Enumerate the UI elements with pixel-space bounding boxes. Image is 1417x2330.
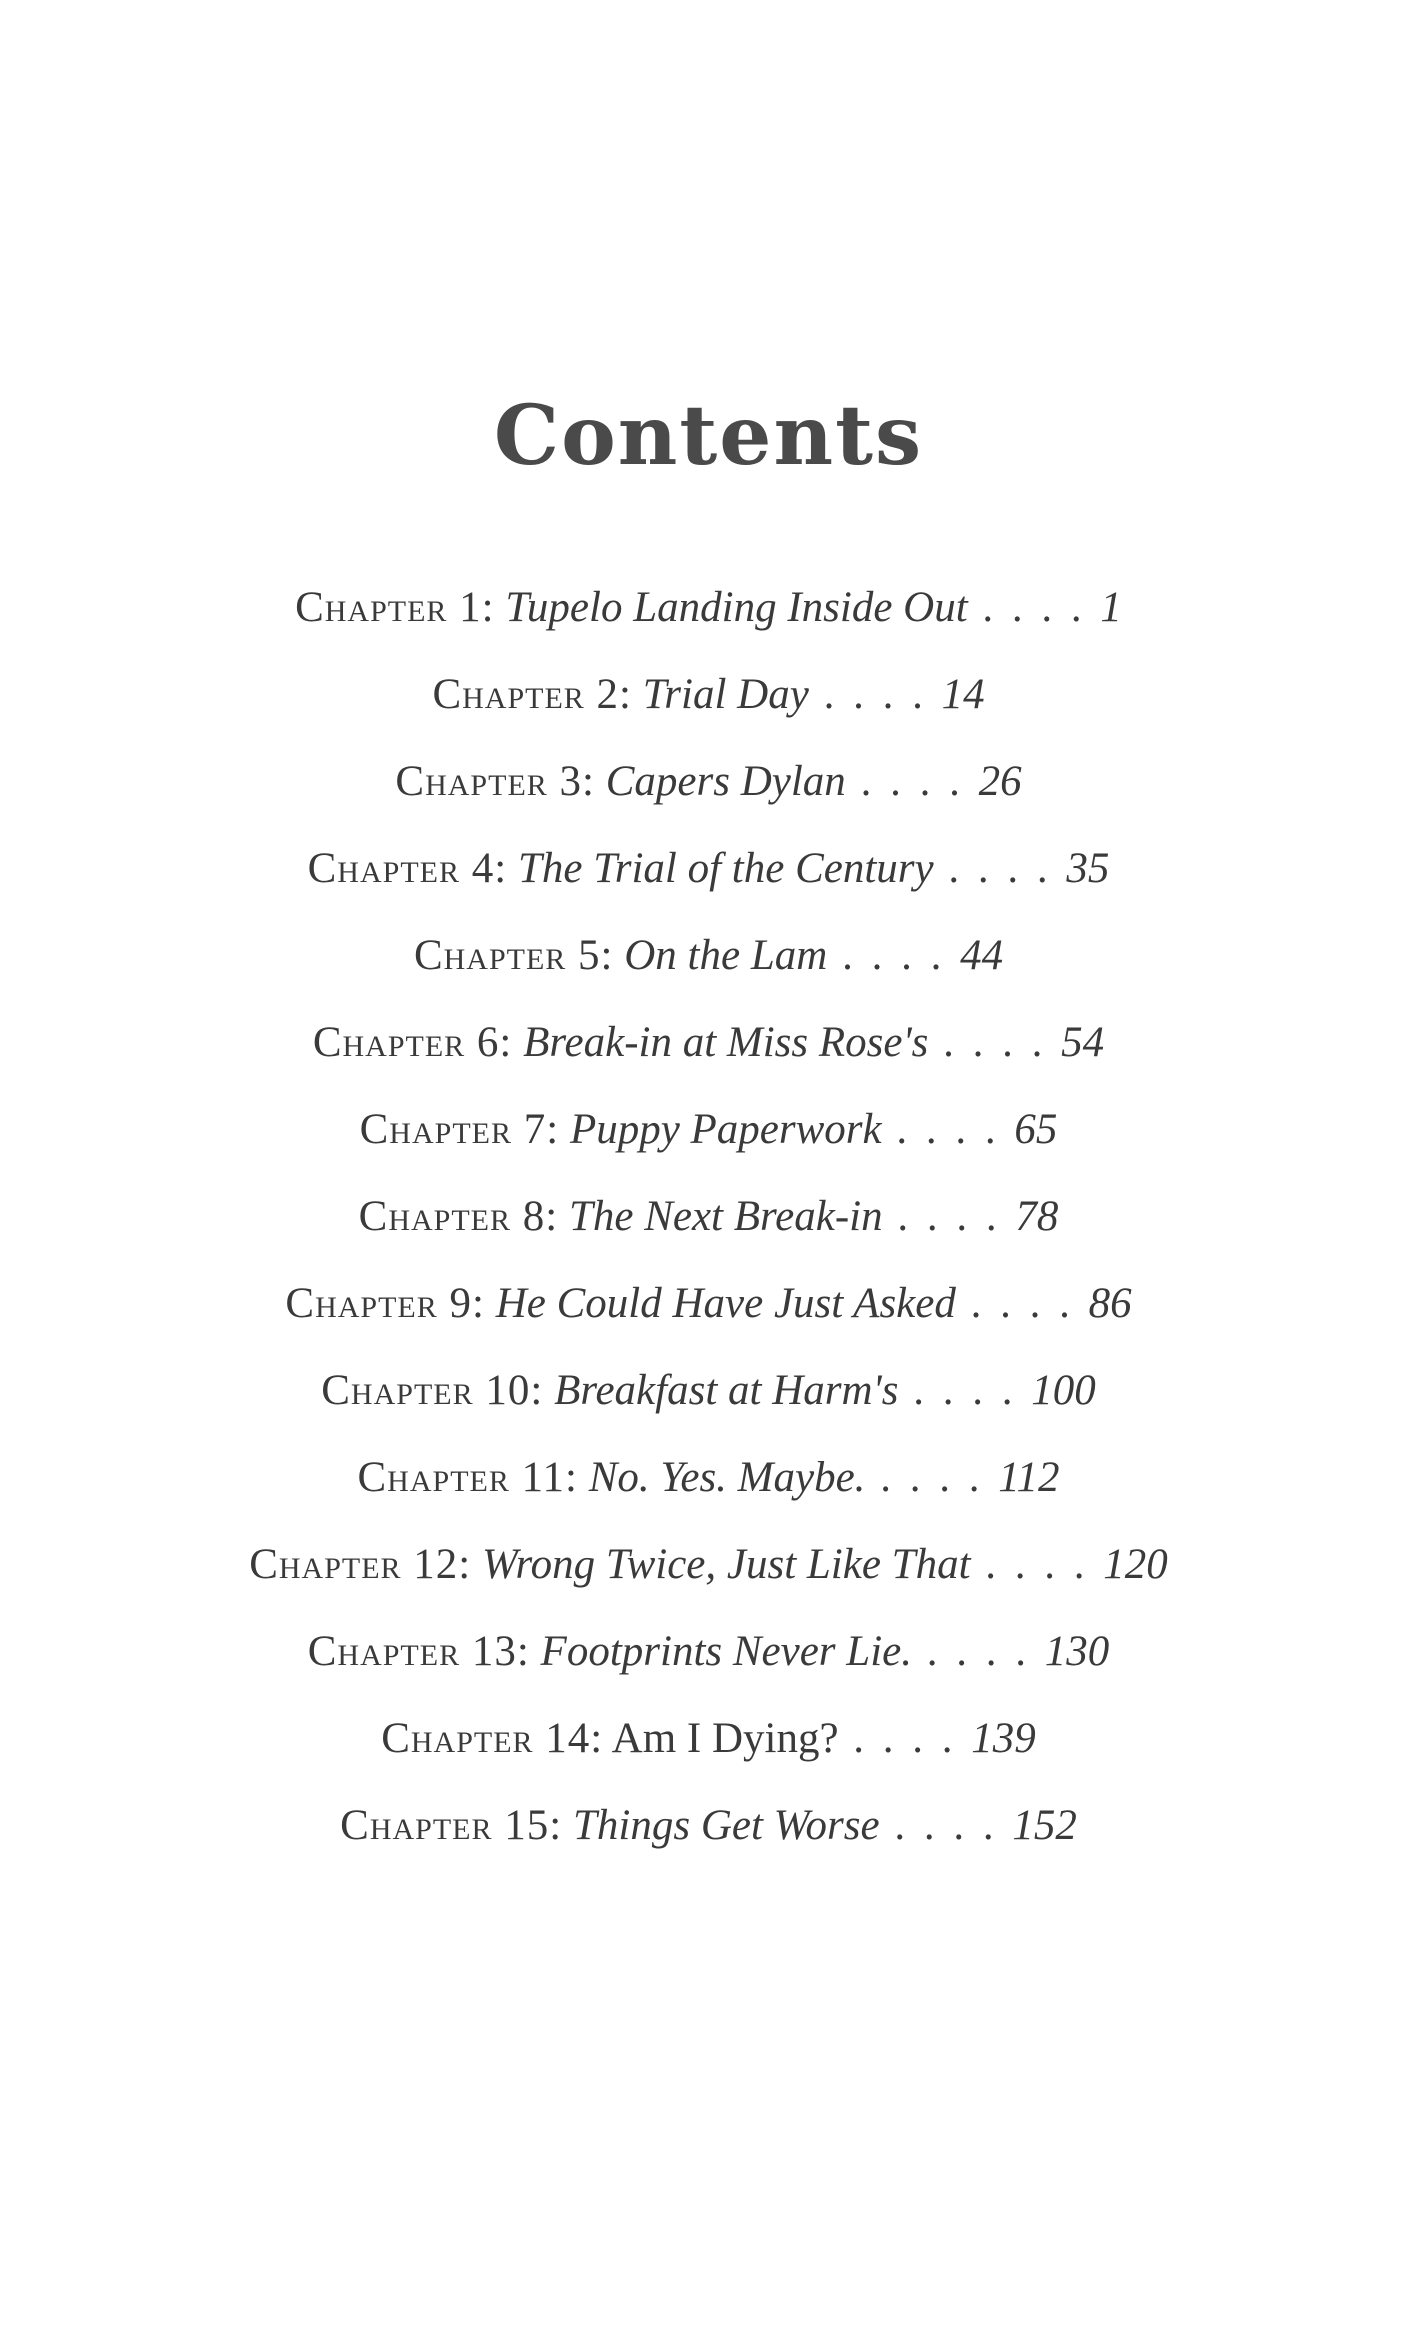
toc-entry xyxy=(0,1622,1417,1709)
page-number: 120 xyxy=(1103,1541,1168,1588)
toc-entry xyxy=(0,1013,1417,1100)
dot-leader: . . . . xyxy=(881,1106,1015,1153)
dot-leader: . . . . xyxy=(955,1280,1089,1327)
toc-entry xyxy=(0,926,1417,1013)
dot-leader: . . . . xyxy=(933,845,1067,892)
chapter-label: Chapter 14: xyxy=(381,1715,604,1762)
chapter-label: Chapter 11: xyxy=(357,1454,578,1501)
chapter-title: Things Get Worse xyxy=(572,1802,880,1849)
dot-leader: . . . . xyxy=(970,1541,1104,1588)
chapter-title: Breakfast at Harm's xyxy=(554,1367,899,1414)
page-number: 44 xyxy=(960,932,1004,979)
dot-leader: . . . . xyxy=(845,758,979,805)
chapter-label: Chapter 2: xyxy=(432,671,632,718)
toc-entry xyxy=(0,1535,1417,1622)
toc-entry xyxy=(0,1709,1417,1796)
toc-entry xyxy=(0,1448,1417,1535)
dot-leader: . . . . xyxy=(865,1454,999,1501)
chapter-title: Break-in at Miss Rose's xyxy=(523,1019,929,1066)
dot-leader: . . . . xyxy=(808,671,942,718)
toc-entry xyxy=(0,1796,1417,1883)
dot-leader: . . . . xyxy=(898,1367,1032,1414)
page-number: 26 xyxy=(978,758,1022,805)
toc-entry xyxy=(0,752,1417,839)
chapter-label: Chapter 8: xyxy=(358,1193,559,1240)
chapter-title: Footprints Never Lie. xyxy=(540,1628,912,1675)
page-number: 1 xyxy=(1100,584,1122,631)
chapter-title: The Trial of the Century xyxy=(517,845,934,892)
toc-entry xyxy=(0,1274,1417,1361)
chapter-title: On the Lam xyxy=(624,932,828,979)
toc-entry xyxy=(0,1187,1417,1274)
page-number: 130 xyxy=(1044,1628,1110,1675)
toc-entry xyxy=(0,665,1417,752)
page-number: 152 xyxy=(1012,1802,1077,1849)
page-number: 14 xyxy=(941,671,985,718)
page-number: 54 xyxy=(1061,1019,1105,1066)
page-number: 139 xyxy=(971,1715,1036,1762)
page-number: 35 xyxy=(1066,845,1110,892)
toc-entry xyxy=(0,1361,1417,1448)
page-number: 112 xyxy=(998,1454,1060,1501)
page-number: 86 xyxy=(1088,1280,1132,1327)
chapter-label: Chapter 7: xyxy=(359,1106,560,1153)
chapter-title: Puppy Paperwork xyxy=(569,1106,882,1153)
chapter-label: Chapter 6: xyxy=(312,1019,513,1066)
page-title: Contents xyxy=(493,388,924,484)
chapter-title: Tupelo Landing Inside Out xyxy=(505,584,968,631)
chapter-label: Chapter 12: xyxy=(249,1541,472,1588)
toc-entry xyxy=(0,578,1417,665)
chapter-label: Chapter 15: xyxy=(340,1802,563,1849)
chapter-title: Am I Dying? xyxy=(611,1715,839,1762)
dot-leader: . . . . xyxy=(882,1193,1016,1240)
chapter-label: Chapter 10: xyxy=(321,1367,544,1414)
dot-leader: . . . . xyxy=(838,1715,972,1762)
chapter-title: Trial Day xyxy=(642,671,809,718)
dot-leader: . . . . xyxy=(967,584,1101,631)
page-number: 65 xyxy=(1014,1106,1058,1153)
chapter-title: Wrong Twice, Just Like That xyxy=(482,1541,971,1588)
chapter-label: Chapter 13: xyxy=(307,1628,530,1675)
dot-leader: . . . . xyxy=(879,1802,1013,1849)
chapter-label: Chapter 3: xyxy=(395,758,595,805)
page-number: 78 xyxy=(1015,1193,1059,1240)
dot-leader: . . . . xyxy=(827,932,961,979)
page-number: 100 xyxy=(1031,1367,1096,1414)
toc-entry xyxy=(0,839,1417,926)
chapter-title: He Could Have Just Asked xyxy=(495,1280,956,1327)
chapter-title: No. Yes. Maybe. xyxy=(588,1454,866,1501)
chapter-label: Chapter 1: xyxy=(295,584,495,631)
chapter-label: Chapter 5: xyxy=(413,932,614,979)
chapter-label: Chapter 4: xyxy=(307,845,508,892)
chapter-title: Capers Dylan xyxy=(605,758,846,805)
chapter-label: Chapter 9: xyxy=(285,1280,485,1327)
table-of-contents xyxy=(0,578,1417,1883)
dot-leader: . . . . xyxy=(912,1628,1045,1675)
dot-leader: . . . . xyxy=(928,1019,1062,1066)
chapter-title: The Next Break-in xyxy=(568,1193,883,1240)
toc-entry xyxy=(0,1100,1417,1187)
